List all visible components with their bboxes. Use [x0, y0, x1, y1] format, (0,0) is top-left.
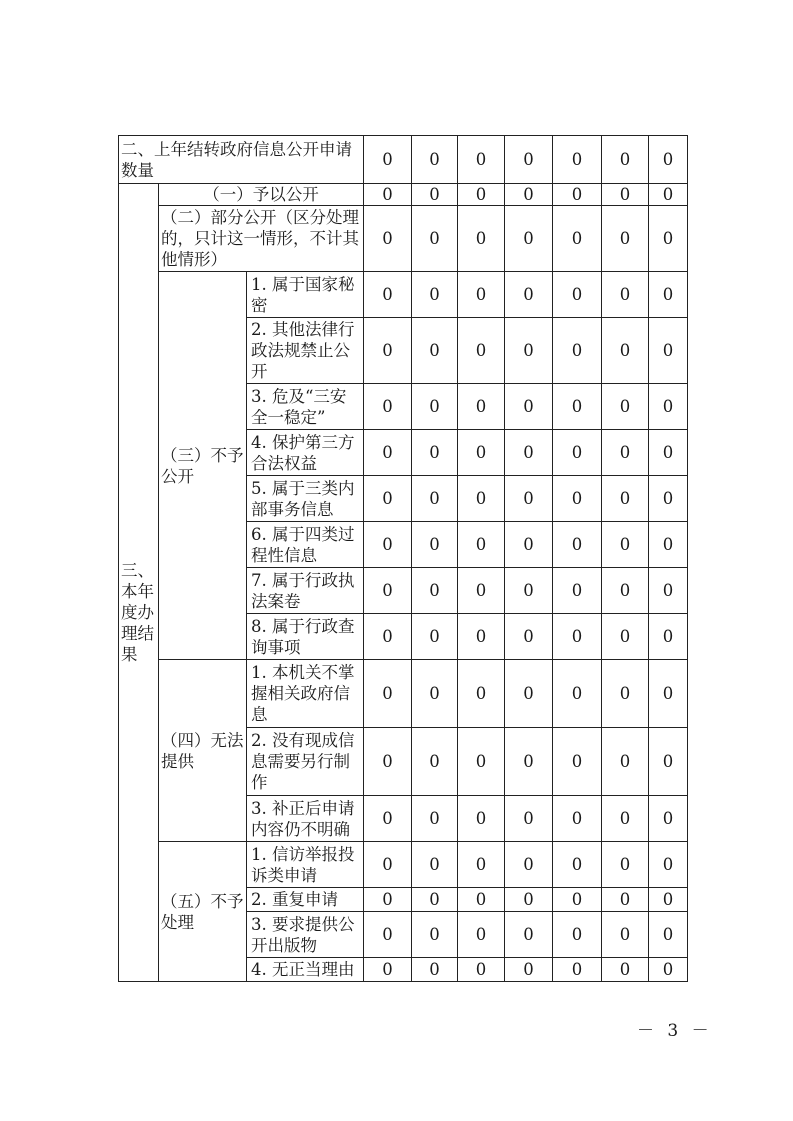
value-cell: 0: [649, 476, 688, 522]
value-cell: 0: [412, 888, 458, 912]
value-cell: 0: [458, 430, 505, 476]
value-cell: 0: [458, 728, 505, 796]
value-cell: 0: [364, 272, 412, 318]
value-cell: 0: [364, 522, 412, 568]
value-cell: 0: [649, 272, 688, 318]
sub-item-label: 1. 本机关不掌握相关政府信息: [247, 660, 364, 728]
sub-item-label: 5. 属于三类内部事务信息: [247, 476, 364, 522]
unable-to-provide-group-label: （四）无法提供: [159, 660, 247, 842]
value-cell: 0: [649, 384, 688, 430]
value-cell: 0: [364, 660, 412, 728]
value-cell: 0: [553, 318, 602, 384]
value-cell: 0: [505, 318, 553, 384]
value-cell: 0: [458, 206, 505, 272]
value-cell: 0: [364, 614, 412, 660]
value-cell: 0: [505, 476, 553, 522]
table-row-not-handled: [119, 842, 688, 888]
value-cell: 0: [458, 958, 505, 982]
value-cell: 0: [364, 728, 412, 796]
value-cell: 0: [649, 728, 688, 796]
value-cell: 0: [649, 568, 688, 614]
value-cell: 0: [553, 476, 602, 522]
value-cell: 0: [649, 206, 688, 272]
value-cell: 0: [553, 384, 602, 430]
value-cell: 0: [412, 476, 458, 522]
value-cell: 0: [649, 888, 688, 912]
value-cell: 0: [412, 136, 458, 184]
value-cell: 0: [505, 958, 553, 982]
value-cell: 0: [602, 842, 649, 888]
value-cell: 0: [505, 796, 553, 842]
value-cell: 0: [553, 958, 602, 982]
value-cell: 0: [602, 318, 649, 384]
value-cell: 0: [505, 272, 553, 318]
value-cell: 0: [602, 614, 649, 660]
table-row-not-public: [119, 272, 688, 318]
value-cell: 0: [458, 660, 505, 728]
value-cell: 0: [553, 888, 602, 912]
sub-item-label: 1. 信访举报投诉类申请: [247, 842, 364, 888]
value-cell: 0: [412, 384, 458, 430]
statistics-table: [118, 135, 688, 982]
value-cell: 0: [364, 184, 412, 206]
value-cell: 0: [602, 136, 649, 184]
value-cell: 0: [602, 476, 649, 522]
value-cell: 0: [412, 318, 458, 384]
value-cell: 0: [412, 184, 458, 206]
value-cell: 0: [412, 206, 458, 272]
value-cell: 0: [458, 184, 505, 206]
value-cell: 0: [602, 958, 649, 982]
value-cell: 0: [364, 206, 412, 272]
sub-item-label: 3. 补正后申请内容仍不明确: [247, 796, 364, 842]
value-cell: 0: [649, 614, 688, 660]
value-cell: 0: [458, 912, 505, 958]
value-cell: 0: [458, 522, 505, 568]
value-cell: 0: [364, 568, 412, 614]
value-cell: 0: [412, 272, 458, 318]
value-cell: 0: [649, 318, 688, 384]
value-cell: 0: [602, 568, 649, 614]
table-body: [119, 136, 688, 982]
value-cell: 0: [602, 888, 649, 912]
value-cell: 0: [649, 958, 688, 982]
table-row-partial: [119, 206, 688, 272]
value-cell: 0: [364, 888, 412, 912]
value-cell: 0: [505, 728, 553, 796]
value-cell: 0: [602, 912, 649, 958]
value-cell: 0: [458, 272, 505, 318]
value-cell: 0: [505, 184, 553, 206]
value-cell: 0: [505, 660, 553, 728]
table-row-unable-to-provide: [119, 660, 688, 728]
value-cell: 0: [364, 958, 412, 982]
value-cell: 0: [412, 958, 458, 982]
value-cell: 0: [458, 476, 505, 522]
sub-item-label: 2. 其他法律行政法规禁止公开: [247, 318, 364, 384]
not-handled-group-label: （五）不予处理: [159, 842, 247, 982]
value-cell: 0: [505, 842, 553, 888]
value-cell: 0: [458, 568, 505, 614]
public-label: （一）予以公开: [159, 184, 364, 206]
value-cell: 0: [553, 614, 602, 660]
value-cell: 0: [364, 430, 412, 476]
value-cell: 0: [649, 796, 688, 842]
partial-label: （二）部分公开（区分处理的，只计这一情形，不计其他情形）: [159, 206, 364, 272]
not-public-group-label: （三）不予公开: [159, 272, 247, 660]
value-cell: 0: [364, 842, 412, 888]
value-cell: 0: [553, 272, 602, 318]
value-cell: 0: [602, 522, 649, 568]
value-cell: 0: [553, 430, 602, 476]
value-cell: 0: [458, 136, 505, 184]
value-cell: 0: [553, 912, 602, 958]
value-cell: 0: [602, 272, 649, 318]
value-cell: 0: [412, 522, 458, 568]
carryover-label: 二、上年结转政府信息公开申请数量: [119, 136, 364, 184]
value-cell: 0: [649, 522, 688, 568]
value-cell: 0: [649, 660, 688, 728]
value-cell: 0: [602, 206, 649, 272]
sub-item-label: 4. 无正当理由: [247, 958, 364, 982]
value-cell: 0: [649, 842, 688, 888]
value-cell: 0: [458, 384, 505, 430]
value-cell: 0: [505, 568, 553, 614]
value-cell: 0: [458, 796, 505, 842]
value-cell: 0: [505, 614, 553, 660]
value-cell: 0: [553, 136, 602, 184]
value-cell: 0: [553, 568, 602, 614]
table-row-public: [119, 184, 688, 206]
value-cell: 0: [649, 184, 688, 206]
sub-item-label: 4. 保护第三方合法权益: [247, 430, 364, 476]
sub-item-label: 1. 属于国家秘密: [247, 272, 364, 318]
value-cell: 0: [412, 728, 458, 796]
value-cell: 0: [553, 206, 602, 272]
value-cell: 0: [505, 384, 553, 430]
value-cell: 0: [364, 384, 412, 430]
value-cell: 0: [649, 912, 688, 958]
value-cell: 0: [602, 384, 649, 430]
value-cell: 0: [553, 184, 602, 206]
value-cell: 0: [602, 796, 649, 842]
value-cell: 0: [412, 842, 458, 888]
table-row-carryover: [119, 136, 688, 184]
value-cell: 0: [602, 728, 649, 796]
value-cell: 0: [364, 796, 412, 842]
value-cell: 0: [458, 318, 505, 384]
value-cell: 0: [553, 522, 602, 568]
value-cell: 0: [412, 912, 458, 958]
page-number: － 3 －: [637, 1021, 713, 1041]
value-cell: 0: [505, 522, 553, 568]
value-cell: 0: [553, 660, 602, 728]
value-cell: 0: [458, 614, 505, 660]
value-cell: 0: [553, 728, 602, 796]
sub-item-label: 6. 属于四类过程性信息: [247, 522, 364, 568]
value-cell: 0: [364, 912, 412, 958]
sub-item-label: 7. 属于行政执法案卷: [247, 568, 364, 614]
value-cell: 0: [364, 318, 412, 384]
value-cell: 0: [505, 136, 553, 184]
sub-item-label: 8. 属于行政查询事项: [247, 614, 364, 660]
value-cell: 0: [649, 136, 688, 184]
value-cell: 0: [649, 430, 688, 476]
sub-item-label: 2. 没有现成信息需要另行制作: [247, 728, 364, 796]
value-cell: 0: [412, 660, 458, 728]
value-cell: 0: [602, 660, 649, 728]
sub-item-label: 3. 危及“三安全一稳定”: [247, 384, 364, 430]
sub-item-label: 2. 重复申请: [247, 888, 364, 912]
value-cell: 0: [364, 476, 412, 522]
value-cell: 0: [602, 184, 649, 206]
value-cell: 0: [458, 842, 505, 888]
sub-item-label: 3. 要求提供公开出版物: [247, 912, 364, 958]
section3-label: 三、本年度办理结果: [119, 184, 159, 982]
value-cell: 0: [602, 430, 649, 476]
value-cell: 0: [364, 136, 412, 184]
value-cell: 0: [553, 842, 602, 888]
value-cell: 0: [458, 888, 505, 912]
value-cell: 0: [505, 912, 553, 958]
value-cell: 0: [505, 206, 553, 272]
value-cell: 0: [412, 796, 458, 842]
value-cell: 0: [553, 796, 602, 842]
value-cell: 0: [505, 430, 553, 476]
value-cell: 0: [412, 430, 458, 476]
value-cell: 0: [412, 568, 458, 614]
value-cell: 0: [505, 888, 553, 912]
value-cell: 0: [412, 614, 458, 660]
